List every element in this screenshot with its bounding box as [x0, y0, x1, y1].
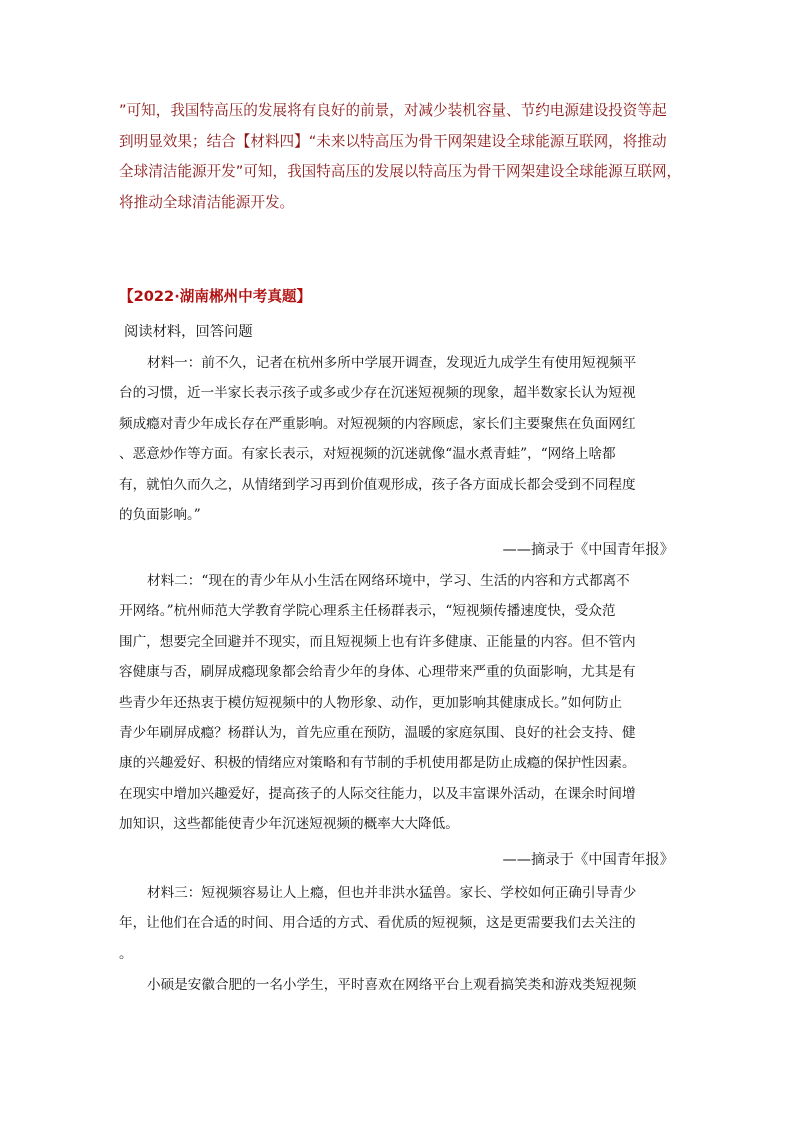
source-citation: ——摘录于《中国青年报》 — [502, 542, 674, 558]
instruction-text: 阅读材料，回答问题 — [124, 324, 253, 340]
answer-line: 将推动全球清洁能源开发。 — [119, 193, 295, 211]
answer-line: 到明显效果；结合【材料四】“未来以特高压为骨干网架建设全球能源互联网，将推动 — [119, 132, 667, 150]
material-line: 台的习惯，近一半家长表示孩子或多或少存在沉迷短视频的现象，超半数家长认为短视 — [119, 385, 636, 402]
answer-line: ”可知，我国特高压的发展将有良好的前景，对减少装机容量、节约电源建设投资等起 — [119, 102, 667, 119]
material-line: 。 — [119, 945, 133, 962]
material-line: 材料三：短视频容易让人上瘾，但也并非洪水猛兽。家长、学校如何正确引导青少 — [147, 885, 637, 901]
material-line: 频成瘾对青少年成长存在严重影响。对短视频的内容顾虑，家长们主要聚焦在负面网红 — [119, 415, 636, 432]
material-line: 加知识，这些都能使青少年沉迷短视频的概率大大降低。 — [119, 816, 459, 833]
answer-line: 全球清洁能源开发”可知，我国特高压的发展以特高压为骨干网架建设全球能源互联网， — [119, 163, 682, 181]
material-line: 容健康与否，刷屏成瘾现象都会给青少年的身体、心理带来严重的负面影响，尤其是有 — [119, 664, 636, 681]
material-line: 围广，想要完全回避并不现实，而且短视频上也有许多健康、正能量的内容。但不管内 — [119, 633, 636, 650]
material-line: 康的兴趣爱好、积极的情绪应对策略和有节制的手机使用都是防止成瘾的保护性因素。 — [119, 755, 636, 772]
material-two-paragraph — [119, 566, 675, 840]
material-line: 些青少年还热衷于模仿短视频中的人物形象、动作，更加影响其健康成长。”如何防止 — [119, 694, 623, 711]
material-line: 、恶意炒作等方面。有家长表示，对短视频的沉迷就像“温水煮青蛙”，“网络上啥都 — [119, 446, 616, 463]
question-paragraph — [119, 970, 675, 1000]
source-citation: ——摘录于《中国青年报》 — [502, 852, 674, 868]
material-line: 开网络。”杭州师范大学教育学院心理系主任杨群表示，“短视频传播速度快，受众范 — [119, 603, 616, 620]
exam-heading: 【2022·湖南郴州中考真题】 — [119, 288, 312, 305]
material-one-paragraph — [119, 348, 675, 530]
material-line: 材料二：“现在的青少年从小生活在网络环境中，学习、生活的内容和方式都离不 — [147, 573, 630, 589]
material-line: 年，让他们在合适的时间、用合适的方式、看优质的短视频，这是更需要我们去关注的 — [119, 915, 636, 932]
material-three-paragraph — [119, 878, 675, 969]
material-line: 的负面影响。” — [119, 507, 201, 524]
material-line: 青少年刷屏成瘾？杨群认为，首先应重在预防，温暖的家庭氛围、良好的社会支持、健 — [119, 725, 636, 742]
material-line: 材料一：前不久，记者在杭州多所中学展开调查，发现近九成学生有使用短视频平 — [147, 355, 637, 371]
material-line: 在现实中增加兴趣爱好，提高孩子的人际交往能力，以及丰富课外活动，在课余时间增 — [119, 785, 636, 802]
question-line: 小硕是安徽合肥的一名小学生，平时喜欢在网络平台上观看搞笑类和游戏类短视频 — [147, 977, 637, 993]
answer-paragraph — [119, 96, 682, 218]
material-line: 有，就怕久而久之，从情绪到学习再到价值观形成，孩子各方面成长都会受到不同程度 — [119, 476, 636, 493]
